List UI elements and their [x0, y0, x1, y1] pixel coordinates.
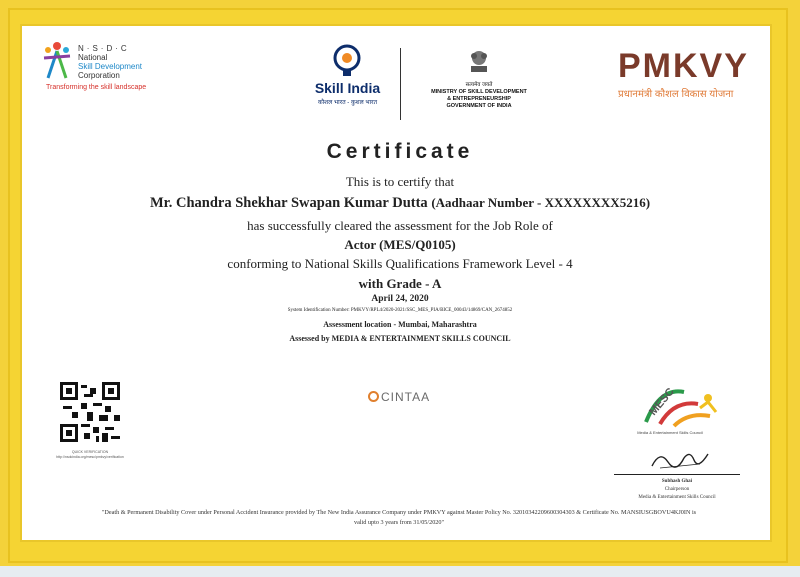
qr-code[interactable] [60, 382, 120, 442]
nsdc-line1: National [78, 53, 108, 62]
ministry-line3: GOVERNMENT OF INDIA [446, 103, 512, 109]
grade: with Grade - A [358, 276, 442, 291]
bottom-strip [0, 566, 800, 577]
cintaa-name: CINTAA [381, 390, 431, 404]
aadhaar-number: (Aadhaar Number - XXXXXXXX5216) [431, 195, 651, 210]
footer-line2: valid upto 3 years from 31/05/2020" [354, 519, 444, 526]
recipient-name: Mr. Chandra Shekhar Swapan Kumar Dutta [149, 195, 428, 211]
signer-org: Media & Entertainment Skills Council [638, 495, 716, 500]
nsdc-title: N·S·D·C [78, 44, 130, 53]
skill-india-name: Skill India [314, 80, 381, 96]
pmkvy-hindi: प्रधानमंत्री कौशल विकास योजना [618, 89, 734, 100]
cintaa-logo [368, 390, 430, 404]
mesc-caption: Media & Entertainment Skills Council [637, 430, 703, 435]
assessment-location: Assessment location - Mumbai, Maharashtra [323, 320, 477, 329]
pmkvy-name: PMKVY [618, 47, 749, 85]
qr-label-title: QUICK VERIFICATION [71, 450, 109, 454]
skill-india-emblem-icon [332, 44, 362, 76]
cintaa-ring-icon [368, 391, 379, 402]
mesc-logo [640, 382, 720, 432]
mesc-logo-text: MESC [647, 385, 677, 418]
qr-label [30, 450, 150, 460]
ministry-text [404, 82, 554, 110]
signer-title: Chairperson [664, 487, 690, 492]
footer-line1: "Death & Permanent Disability Cover under Personal Accident Insurance provided by The New India Assurance Company under PMKVY against Master Policy No. 32010342209600304303 & Certificate No. MANSIUSGBOVU4KJ0IN is [101, 509, 697, 516]
signer-block [614, 478, 740, 502]
system-id: System Identification Number: PMKVY/RPL4/2020-2021/SSC_MES_PIA/BICE_00043/14869/CAN_2674852 [287, 308, 513, 313]
nsdc-logo [40, 40, 190, 100]
ministry-line2: & ENTREPRENEURSHIP [447, 96, 511, 102]
certificate-date: April 24, 2020 [371, 294, 429, 304]
certificate-heading: Certificate [326, 140, 474, 163]
nsdc-line2: Skill Development [78, 62, 143, 71]
nsdc-line3: Corporation [78, 71, 120, 80]
pmkvy-logo [618, 48, 768, 100]
nsqf-level: conforming to National Skills Qualifications Framework Level - 4 [227, 256, 573, 271]
nsdc-name [78, 44, 142, 80]
logo-divider [400, 48, 401, 120]
skill-india-logo [300, 44, 400, 114]
qr-label-url: http://nsdcindia.org/mesc/pmkvy/verification [56, 455, 124, 459]
signature-line [614, 474, 740, 475]
certify-text: This is to certify that [345, 174, 455, 189]
insurance-footer [34, 508, 764, 528]
assessed-by: Assessed by MEDIA & ENTERTAINMENT SKILLS COUNCIL [289, 334, 511, 343]
skill-india-hindi: कौशल भारत - कुशल भारत [317, 100, 378, 106]
nsdc-tagline: Transforming the skill landscape [46, 84, 147, 91]
job-role: Actor (MES/Q0105) [344, 237, 456, 252]
cleared-text: has successfully cleared the assessment for the Job Role of [247, 218, 553, 233]
ministry-motto: सत्यमेव जयते [465, 82, 493, 88]
ministry-line1: MINISTRY OF SKILL DEVELOPMENT [431, 89, 527, 95]
recipient-line [0, 195, 800, 212]
national-emblem-icon [467, 48, 491, 74]
signer-name: Subhash Ghai [661, 479, 693, 484]
nsdc-figure-icon [40, 40, 74, 80]
signature [650, 446, 710, 472]
